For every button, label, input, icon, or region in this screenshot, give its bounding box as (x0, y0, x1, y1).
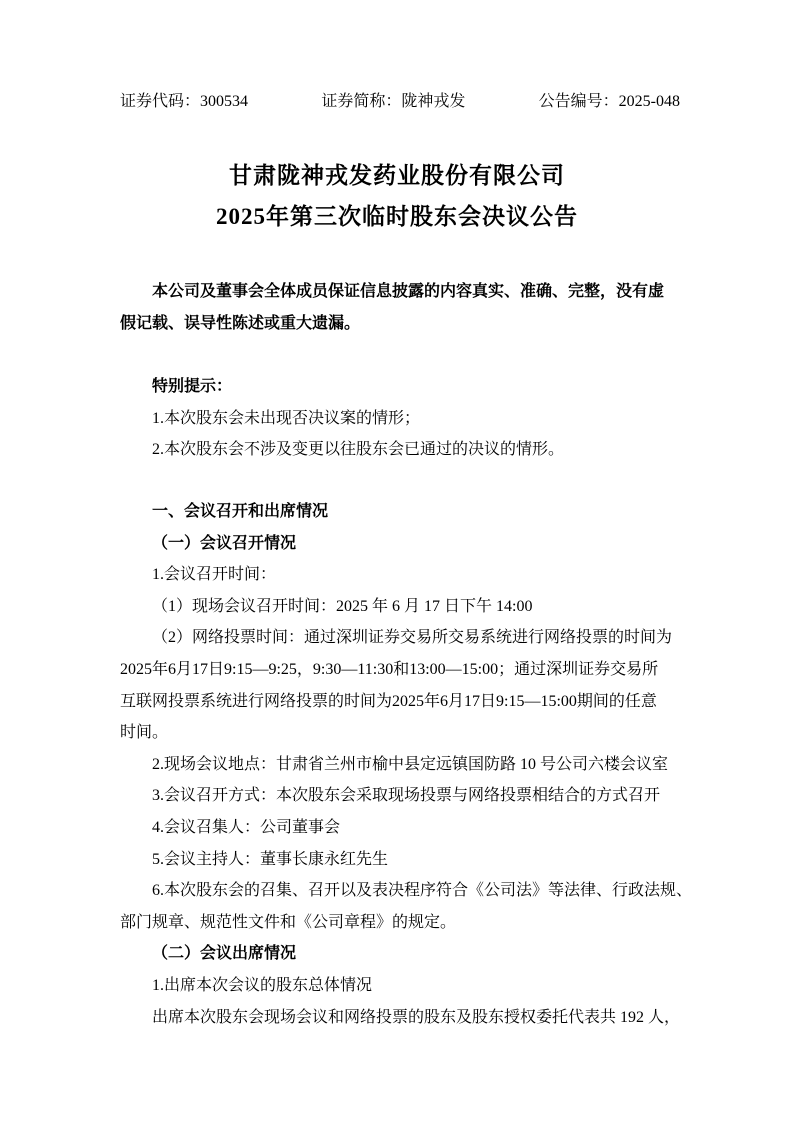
body-line: 6.本次股东会的召集、召开以及表决程序符合《公司法》等法律、行政法规、 (152, 882, 693, 900)
announcement-number: 公告编号：2025-048 (538, 93, 680, 110)
stock-short-name: 证券简称：陇神戎发 (321, 93, 466, 110)
special-notice-item: 1.本次股东会未出现否决议案的情形； (152, 409, 421, 427)
special-notice-heading: 特别提示： (152, 378, 233, 395)
document-header (120, 92, 680, 112)
body-line: 1.会议召开时间： (152, 566, 277, 584)
meeting-section (120, 496, 693, 1033)
body-line: 出席本次股东会现场会议和网络投票的股东及股东授权委托代表共 192 人， (152, 1008, 681, 1026)
stock-code: 证券代码：300534 (120, 93, 249, 110)
body-line: 2.现场会议地点：甘肃省兰州市榆中县定远镇国防路 10 号公司六楼会议室 (152, 755, 669, 773)
disclaimer-line: 本公司及董事会全体成员保证信息披露的内容真实、准确、完整，没有虚 (152, 283, 665, 300)
section-1-1-heading: （一）会议召开情况 (152, 534, 297, 552)
body-line: 2025年6月17日9:15—9:25，9:30—11:30和13:00—15:00；通过深圳证券交易所 (120, 660, 659, 678)
body-line: 1.出席本次会议的股东总体情况 (152, 976, 373, 994)
disclaimer-line: 假记载、误导性陈述或重大遗漏。 (120, 314, 361, 332)
special-notice-item: 2.本次股东会不涉及变更以往股东会已通过的决议的情形。 (152, 441, 565, 459)
body-line: 3.会议召开方式：本次股东会采取现场投票与网络投票相结合的方式召开 (152, 787, 661, 805)
body-line: 部门规章、规范性文件和《公司章程》的规定。 (120, 913, 457, 931)
body-line: 5.会议主持人：董事长康永红先生 (152, 850, 389, 868)
body-line: 互联网投票系统进行网络投票的时间为2025年6月17日9:15—15:00期间的任意 (120, 692, 657, 710)
disclaimer-paragraph (120, 276, 680, 339)
body-line: 时间。 (120, 724, 169, 742)
body-line: （1）现场会议召开时间：2025 年 6 月 17 日下午 14:00 (152, 597, 533, 615)
section-1-heading: 一、会议召开和出席情况 (152, 503, 329, 520)
company-name-title: 甘肃陇神戎发药业股份有限公司 (229, 163, 565, 188)
special-notice (120, 371, 680, 466)
body-line: （2）网络投票时间：通过深圳证券交易所交易系统进行网络投票的时间为 (152, 629, 673, 647)
section-1-2-heading: （二）会议出席情况 (152, 945, 297, 963)
body-line: 4.会议召集人：公司董事会 (152, 818, 341, 836)
announcement-title: 2025年第三次临时股东会决议公告 (216, 204, 578, 229)
